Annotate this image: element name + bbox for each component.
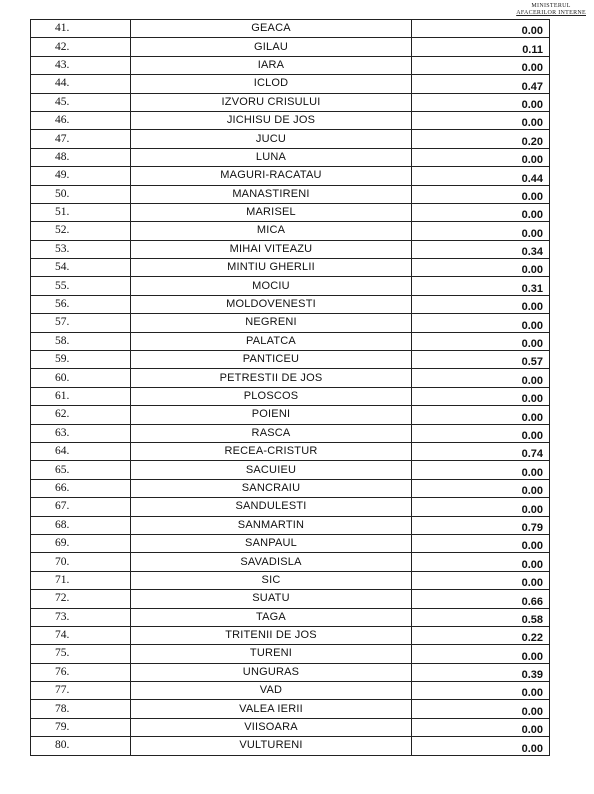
locality-value: 0.00 [412, 203, 550, 221]
row-number: 59. [31, 351, 131, 369]
table-row [31, 645, 550, 663]
locality-value: 0.00 [412, 148, 550, 166]
locality-name: GEACA [131, 20, 412, 38]
table-row [31, 277, 550, 295]
locality-value: 0.74 [412, 442, 550, 460]
table-row [31, 387, 550, 405]
locality-value: 0.79 [412, 516, 550, 534]
table-row [31, 516, 550, 534]
locality-name: MAGURI-RACATAU [131, 167, 412, 185]
ministry-stamp [516, 3, 586, 17]
locality-name: MOLDOVENESTI [131, 295, 412, 313]
locality-name: MINTIU GHERLII [131, 259, 412, 277]
table-row [31, 571, 550, 589]
locality-value: 0.22 [412, 626, 550, 644]
locality-value: 0.00 [412, 185, 550, 203]
stamp-line-1: MINISTERUL [531, 3, 571, 9]
table-row [31, 314, 550, 332]
locality-value: 0.00 [412, 424, 550, 442]
locality-name: JUCU [131, 130, 412, 148]
locality-name: NEGRENI [131, 314, 412, 332]
locality-name: ICLOD [131, 75, 412, 93]
table-row [31, 259, 550, 277]
locality-value: 0.00 [412, 222, 550, 240]
row-number: 54. [31, 259, 131, 277]
locality-value: 0.20 [412, 130, 550, 148]
locality-value: 0.57 [412, 351, 550, 369]
table-row [31, 553, 550, 571]
locality-name: SAVADISLA [131, 553, 412, 571]
locality-value: 0.34 [412, 240, 550, 258]
locality-value: 0.00 [412, 718, 550, 736]
row-number: 63. [31, 424, 131, 442]
row-number: 46. [31, 111, 131, 129]
localities-table [30, 19, 550, 756]
table-row [31, 167, 550, 185]
locality-value: 0.00 [412, 93, 550, 111]
row-number: 55. [31, 277, 131, 295]
locality-name: LUNA [131, 148, 412, 166]
table-row [31, 332, 550, 350]
locality-value: 0.31 [412, 277, 550, 295]
locality-value: 0.00 [412, 387, 550, 405]
locality-name: MOCIU [131, 277, 412, 295]
locality-name: GILAU [131, 38, 412, 56]
table-row [31, 682, 550, 700]
table-row [31, 369, 550, 387]
stamp-line-2: AFACERILOR INTERNE [516, 10, 586, 16]
locality-value: 0.47 [412, 75, 550, 93]
table-row [31, 737, 550, 755]
row-number: 65. [31, 461, 131, 479]
table-row [31, 222, 550, 240]
table-row [31, 351, 550, 369]
table-row [31, 608, 550, 626]
locality-value: 0.00 [412, 332, 550, 350]
table-row [31, 148, 550, 166]
row-number: 42. [31, 38, 131, 56]
row-number: 80. [31, 737, 131, 755]
locality-value: 0.00 [412, 700, 550, 718]
locality-name: IARA [131, 56, 412, 74]
locality-value: 0.11 [412, 38, 550, 56]
row-number: 52. [31, 222, 131, 240]
row-number: 41. [31, 20, 131, 38]
locality-value: 0.00 [412, 461, 550, 479]
row-number: 45. [31, 93, 131, 111]
table-row [31, 442, 550, 460]
locality-value: 0.00 [412, 314, 550, 332]
table-row [31, 479, 550, 497]
table-row [31, 295, 550, 313]
locality-value: 0.00 [412, 534, 550, 552]
locality-value: 0.00 [412, 737, 550, 755]
row-number: 57. [31, 314, 131, 332]
locality-value: 0.00 [412, 682, 550, 700]
locality-value: 0.00 [412, 369, 550, 387]
row-number: 58. [31, 332, 131, 350]
locality-name: VAD [131, 682, 412, 700]
table-row [31, 240, 550, 258]
locality-name: SIC [131, 571, 412, 589]
table-row [31, 461, 550, 479]
table-row [31, 718, 550, 736]
table-row [31, 424, 550, 442]
table-row [31, 626, 550, 644]
locality-name: SANDULESTI [131, 498, 412, 516]
locality-name: SUATU [131, 590, 412, 608]
table-row [31, 93, 550, 111]
row-number: 51. [31, 203, 131, 221]
row-number: 68. [31, 516, 131, 534]
row-number: 79. [31, 718, 131, 736]
locality-name: PLOSCOS [131, 387, 412, 405]
locality-value: 0.00 [412, 406, 550, 424]
table-row [31, 111, 550, 129]
locality-name: TAGA [131, 608, 412, 626]
locality-name: UNGURAS [131, 663, 412, 681]
locality-name: IZVORU CRISULUI [131, 93, 412, 111]
table-row [31, 406, 550, 424]
table-row [31, 590, 550, 608]
row-number: 67. [31, 498, 131, 516]
table-row [31, 75, 550, 93]
locality-name: POIENI [131, 406, 412, 424]
locality-value: 0.00 [412, 645, 550, 663]
table-row [31, 663, 550, 681]
row-number: 74. [31, 626, 131, 644]
locality-name: JICHISU DE JOS [131, 111, 412, 129]
row-number: 43. [31, 56, 131, 74]
locality-name: MIHAI VITEAZU [131, 240, 412, 258]
locality-value: 0.66 [412, 590, 550, 608]
row-number: 62. [31, 406, 131, 424]
row-number: 56. [31, 295, 131, 313]
row-number: 64. [31, 442, 131, 460]
locality-name: MARISEL [131, 203, 412, 221]
locality-name: PALATCA [131, 332, 412, 350]
locality-name: SANPAUL [131, 534, 412, 552]
table-row [31, 534, 550, 552]
locality-value: 0.00 [412, 111, 550, 129]
locality-name: SANCRAIU [131, 479, 412, 497]
row-number: 53. [31, 240, 131, 258]
locality-name: VALEA IERII [131, 700, 412, 718]
row-number: 71. [31, 571, 131, 589]
row-number: 44. [31, 75, 131, 93]
locality-name: SACUIEU [131, 461, 412, 479]
table-row [31, 130, 550, 148]
row-number: 60. [31, 369, 131, 387]
locality-value: 0.00 [412, 20, 550, 38]
table-row [31, 20, 550, 38]
locality-name: SANMARTIN [131, 516, 412, 534]
locality-value: 0.39 [412, 663, 550, 681]
locality-value: 0.58 [412, 608, 550, 626]
table-row [31, 700, 550, 718]
table-row [31, 185, 550, 203]
row-number: 50. [31, 185, 131, 203]
locality-value: 0.00 [412, 571, 550, 589]
table-row [31, 498, 550, 516]
table-row [31, 38, 550, 56]
locality-name: RECEA-CRISTUR [131, 442, 412, 460]
table-row [31, 56, 550, 74]
locality-value: 0.00 [412, 259, 550, 277]
locality-name: RASCA [131, 424, 412, 442]
locality-name: TRITENII DE JOS [131, 626, 412, 644]
row-number: 66. [31, 479, 131, 497]
locality-value: 0.00 [412, 56, 550, 74]
table-row [31, 203, 550, 221]
row-number: 70. [31, 553, 131, 571]
locality-name: MANASTIRENI [131, 185, 412, 203]
row-number: 73. [31, 608, 131, 626]
row-number: 76. [31, 663, 131, 681]
locality-value: 0.00 [412, 479, 550, 497]
locality-name: VULTURENI [131, 737, 412, 755]
row-number: 75. [31, 645, 131, 663]
locality-name: PETRESTII DE JOS [131, 369, 412, 387]
row-number: 78. [31, 700, 131, 718]
row-number: 48. [31, 148, 131, 166]
locality-name: TURENI [131, 645, 412, 663]
row-number: 69. [31, 534, 131, 552]
table-body [31, 20, 550, 756]
locality-value: 0.00 [412, 553, 550, 571]
row-number: 77. [31, 682, 131, 700]
locality-value: 0.44 [412, 167, 550, 185]
row-number: 72. [31, 590, 131, 608]
locality-name: MICA [131, 222, 412, 240]
row-number: 49. [31, 167, 131, 185]
row-number: 61. [31, 387, 131, 405]
locality-value: 0.00 [412, 295, 550, 313]
locality-name: PANTICEU [131, 351, 412, 369]
locality-value: 0.00 [412, 498, 550, 516]
locality-name: VIISOARA [131, 718, 412, 736]
row-number: 47. [31, 130, 131, 148]
